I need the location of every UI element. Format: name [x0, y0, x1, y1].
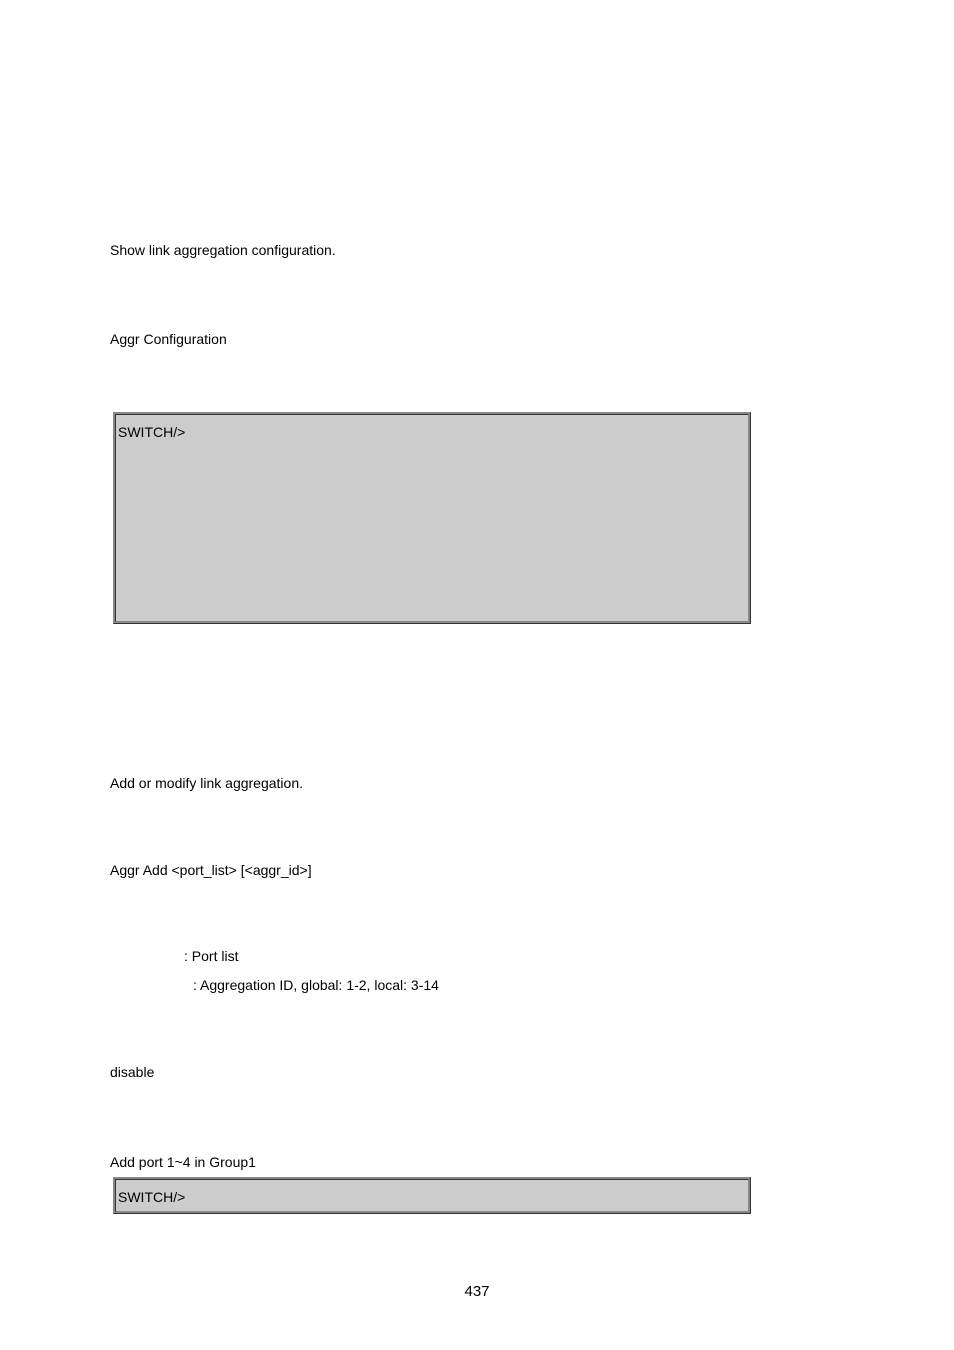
- example-caption: Add port 1~4 in Group1: [110, 1154, 256, 1170]
- console-box-2: [113, 1177, 751, 1214]
- section1-syntax: Aggr Configuration: [110, 331, 227, 347]
- section1-description: Show link aggregation configuration.: [110, 242, 336, 258]
- param-port-list: : Port list: [184, 948, 239, 964]
- console-box-1: [113, 412, 751, 624]
- section2-syntax: Aggr Add <port_list> [<aggr_id>]: [110, 862, 312, 878]
- page-number: 437: [464, 1283, 490, 1300]
- section2-description: Add or modify link aggregation.: [110, 775, 303, 791]
- console-prompt: SWITCH/>: [118, 1189, 186, 1205]
- console-prompt: SWITCH/>: [118, 424, 186, 440]
- param-aggr-id: : Aggregation ID, global: 1-2, local: 3-14: [193, 977, 439, 993]
- default-value: disable: [110, 1064, 155, 1080]
